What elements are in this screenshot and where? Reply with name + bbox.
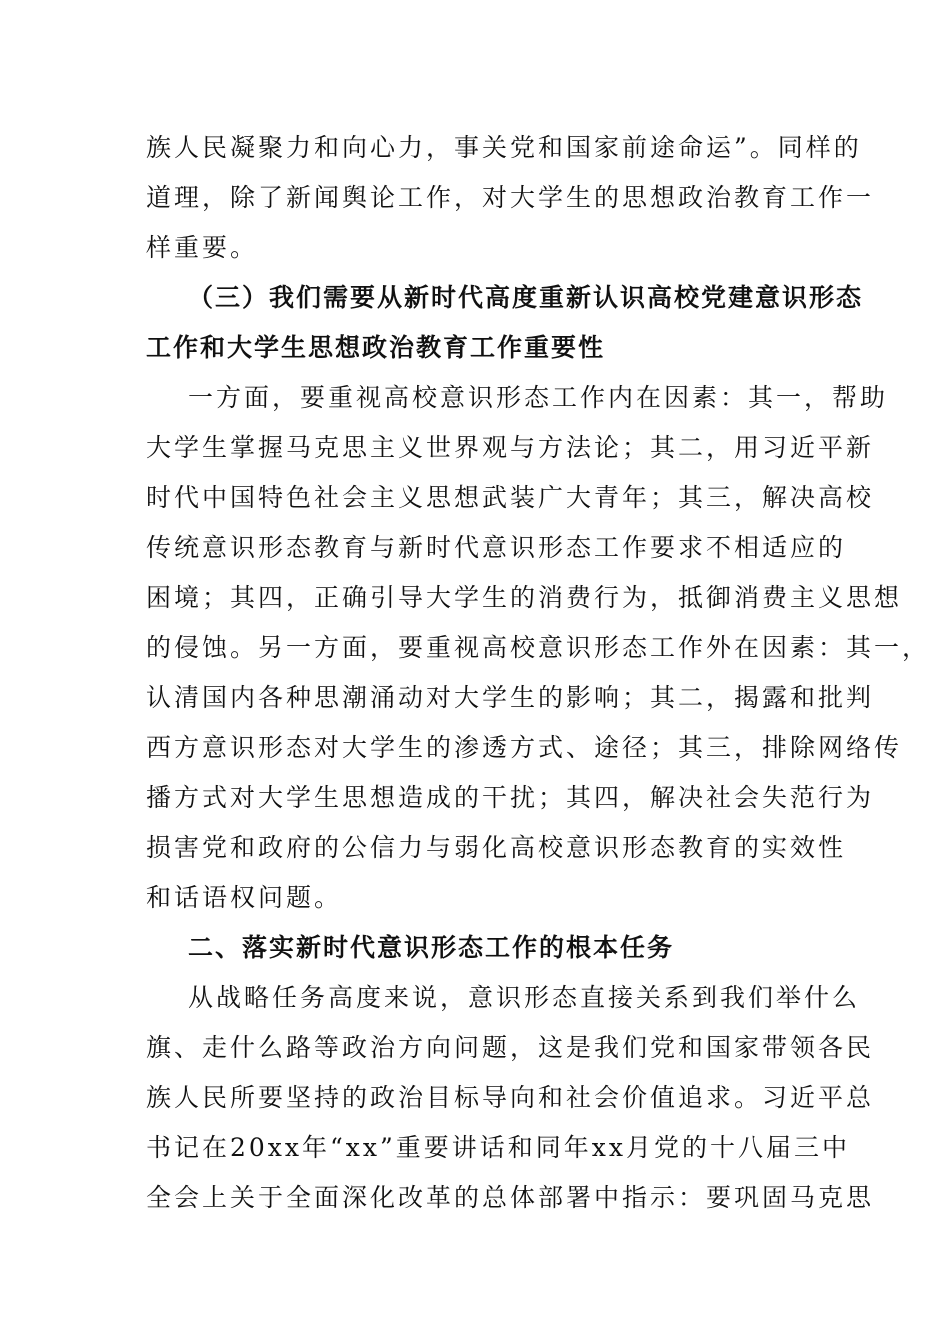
paragraph-line: 旗、走什么路等政治方向问题，这是我们党和国家带领各民 xyxy=(146,1033,875,1062)
paragraph-line: 道理，除了新闻舆论工作，对大学生的思想政治教育工作一 xyxy=(146,183,875,212)
paragraph-line: 和话语权问题。 xyxy=(146,883,343,912)
paragraph-line: 书记在20xx年“xx”重要讲话和同年xx月党的十八届三中 xyxy=(146,1133,850,1162)
paragraph-line: 全会上关于全面深化改革的总体部署中指示：要巩固马克思 xyxy=(146,1183,875,1212)
paragraph-line: 样重要。 xyxy=(146,233,259,262)
paragraph-line: 大学生掌握马克思主义世界观与方法论；其二，用习近平新 xyxy=(146,433,875,462)
paragraph-line: 传统意识形态教育与新时代意识形态工作要求不相适应的 xyxy=(146,533,847,562)
paragraph-line: 的侵蚀。另一方面，要重视高校意识形态工作外在因素：其一， xyxy=(146,633,931,662)
paragraph-line: 族人民所要坚持的政治目标导向和社会价值追求。习近平总 xyxy=(146,1083,875,1112)
paragraph-line: 西方意识形态对大学生的渗透方式、途径；其三，排除网络传 xyxy=(146,733,903,762)
section-heading: 二、落实新时代意识形态工作的根本任务 xyxy=(188,933,675,962)
paragraph-line: 损害党和政府的公信力与弱化高校意识形态教育的实效性 xyxy=(146,833,847,862)
paragraph-line: 一方面，要重视高校意识形态工作内在因素：其一，帮助 xyxy=(188,383,889,412)
section-heading: （三）我们需要从新时代高度重新认识高校党建意识形态 xyxy=(188,283,864,312)
section-heading: 工作和大学生思想政治教育工作重要性 xyxy=(146,333,606,362)
paragraph-line: 认清国内各种思潮涌动对大学生的影响；其二，揭露和批判 xyxy=(146,683,875,712)
paragraph-line: 播方式对大学生思想造成的干扰；其四，解决社会失范行为 xyxy=(146,783,875,812)
paragraph-line: 从战略任务高度来说，意识形态直接关系到我们举什么 xyxy=(188,983,861,1012)
paragraph-line: 族人民凝聚力和向心力，事关党和国家前途命运”。同样的 xyxy=(146,133,862,162)
paragraph-line: 困境；其四，正确引导大学生的消费行为，抵御消费主义思想 xyxy=(146,583,903,612)
paragraph-line: 时代中国特色社会主义思想武装广大青年；其三，解决高校 xyxy=(146,483,875,512)
